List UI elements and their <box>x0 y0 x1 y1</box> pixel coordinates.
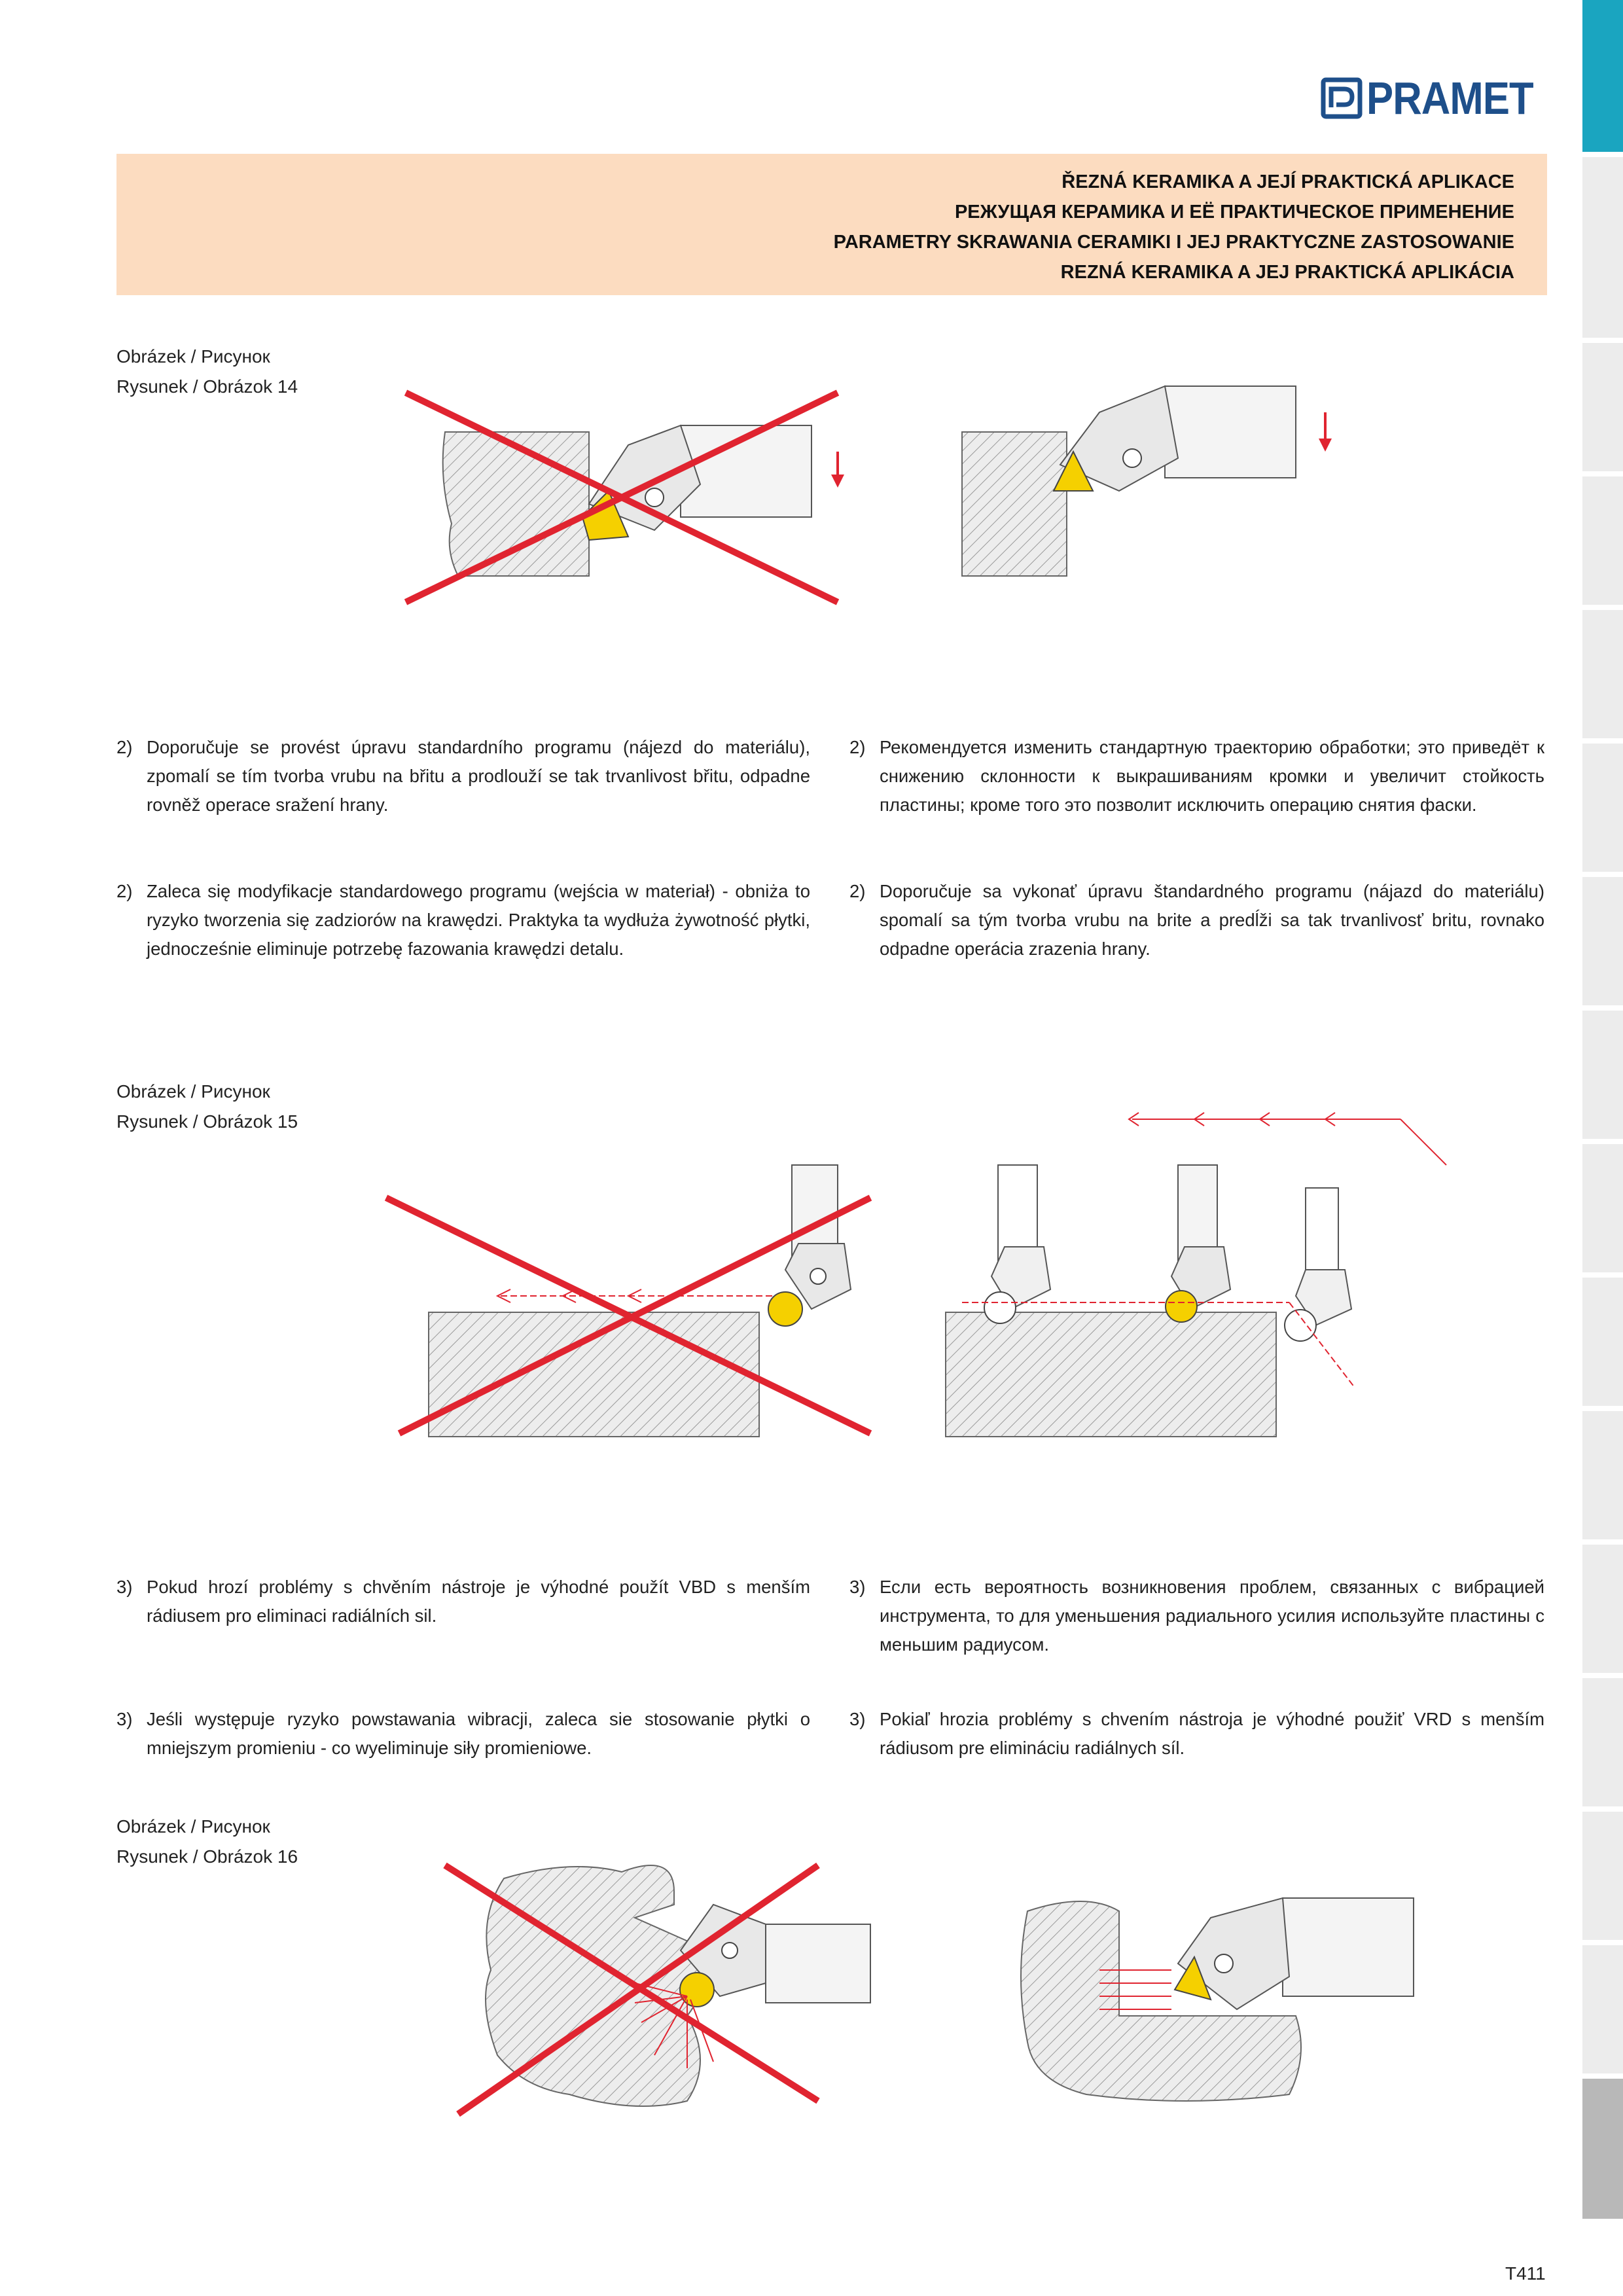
side-tab[interactable] <box>1582 476 1623 605</box>
paragraph-3-cz: 3) Pokud hrozí problémy s chvěním nástroje je výhodné použít VBD s menším rádiusem pro eliminaci radiálních sil. <box>116 1577 810 1626</box>
pramet-logo <box>1322 73 1556 123</box>
side-tab-strip <box>1582 0 1623 2219</box>
pramet-logo-icon <box>1322 79 1361 118</box>
screw-icon <box>1123 449 1141 467</box>
figure-15-wrong-illustration <box>380 1158 877 1446</box>
logo-text: PRAMET <box>1366 73 1533 124</box>
figure-15-label: Obrázek / Рисунок Rysunek / Obrázok 15 <box>116 1081 298 1132</box>
side-tab[interactable] <box>1582 1144 1623 1272</box>
paragraph-3-sk: 3) Pokiaľ hrozia problémy s chvením nástroja je výhodné použiť VRD s menším rádiusom pre elimináciu radiálnych síl. <box>849 1709 1544 1758</box>
header-banner <box>116 154 1547 295</box>
screw-icon <box>645 488 664 507</box>
side-tab[interactable] <box>1582 343 1623 471</box>
page-number: T411 <box>1505 2263 1546 2284</box>
side-tab[interactable] <box>1582 157 1623 338</box>
figure-16-wrong-illustration <box>438 1852 897 2127</box>
insert <box>680 1973 714 2007</box>
insert <box>1166 1291 1197 1322</box>
side-tab[interactable] <box>1582 1812 1623 1940</box>
side-tab[interactable] <box>1582 1545 1623 1673</box>
side-tab[interactable] <box>1582 1278 1623 1406</box>
tool-shank <box>1306 1188 1338 1273</box>
header-title-sk: REZNÁ KERAMIKA A JEJ PRAKTICKÁ APLIKÁCIA <box>1060 262 1514 283</box>
insert <box>768 1292 802 1326</box>
workpiece <box>962 432 1067 576</box>
insert <box>1285 1310 1316 1341</box>
screw-icon <box>810 1268 826 1284</box>
figure-16-label: Obrázek / Рисунок Rysunek / Obrázok 16 <box>116 1816 298 1867</box>
side-tab[interactable] <box>1582 1411 1623 1539</box>
paragraph-3-pl: 3) Jeśli występuje ryzyko powstawania wibracji, zaleca sie stosowanie płytki o mniejszym promieniu - co wyeliminuje siły promieniowe. <box>116 1709 810 1758</box>
side-tab-active[interactable] <box>1582 0 1623 152</box>
tool-shank <box>1283 1898 1414 1996</box>
screw-icon <box>722 1943 738 1958</box>
side-tab[interactable] <box>1582 877 1623 1005</box>
figure-15-correct-illustration <box>936 1100 1459 1453</box>
figure-14-wrong-illustration <box>393 380 864 615</box>
paragraph-3-ru: 3) Если есть вероятность возникновения проблем, связанных с вибрацией инструмента, то для уменьшения радиального усилия используйте пластины с меньшим радиусом. <box>849 1577 1544 1655</box>
figure-16-correct-illustration <box>988 1885 1433 2121</box>
insert <box>984 1292 1016 1323</box>
header-title-pl: PARAMETRY SKRAWANIA CERAMIKI I JEJ PRAKTYCZNE ZASTOSOWANIE <box>833 232 1514 253</box>
tool-shank <box>1165 386 1296 478</box>
workpiece <box>946 1312 1276 1437</box>
workpiece <box>429 1312 759 1437</box>
workpiece <box>443 432 589 576</box>
side-tab[interactable] <box>1582 1011 1623 1139</box>
side-tab[interactable] <box>1582 1678 1623 1806</box>
paragraph-2-sk: 2) Doporučuje sa vykonať úpravu štandardného programu (nájazd do materiálu) spomalí sa tým tvorba vrubu na brite a predĺži sa tak trvanlivosť britu, rovnako odpadne operácia zrazenia hrany. <box>849 881 1544 959</box>
side-tab[interactable] <box>1582 610 1623 738</box>
paragraph-2-ru: 2) Рекомендуется изменить стандартную траекторию обработки; это приведёт к снижению склонности к выкрашиваниям кромки и увеличит стойкость пластины; кроме того это позволит исключить операцию снятия фаски. <box>849 737 1544 815</box>
header-title-ru: РЕЖУЩАЯ КЕРАМИКА И ЕЁ ПРАКТИЧЕСКОЕ ПРИМЕНЕНИЕ <box>954 202 1514 223</box>
screw-icon <box>1215 1954 1233 1973</box>
figure-14-correct-illustration <box>955 380 1361 589</box>
header-title-cz: ŘEZNÁ KERAMIKA A JEJÍ PRAKTICKÁ APLIKACE <box>1061 171 1514 192</box>
figure-14-label: Obrázek / Рисунок Rysunek / Obrázok 14 <box>116 346 298 397</box>
paragraph-2-cz: 2) Doporučuje se provést úpravu standardního programu (nájezd do materiálu), zpomalí se tím tvorba vrubu na břitu a prodlouží se tak trvanlivost břitu, odpadne rovněž operace sražení hrany. <box>116 737 810 815</box>
side-tab-current[interactable] <box>1582 2079 1623 2219</box>
tool-shank <box>766 1924 870 2003</box>
side-tab[interactable] <box>1582 744 1623 872</box>
side-tab[interactable] <box>1582 1945 1623 2073</box>
paragraph-2-pl: 2) Zaleca się modyfikacje standardowego programu (wejścia w materiał) - obniża to ryzyko tworzenia się zadziorów na krawędzi. Praktyka ta wydłuża żywotność płytki, jednocześnie eliminuje potrzebę fazowania krawędzi detalu. <box>116 881 810 959</box>
